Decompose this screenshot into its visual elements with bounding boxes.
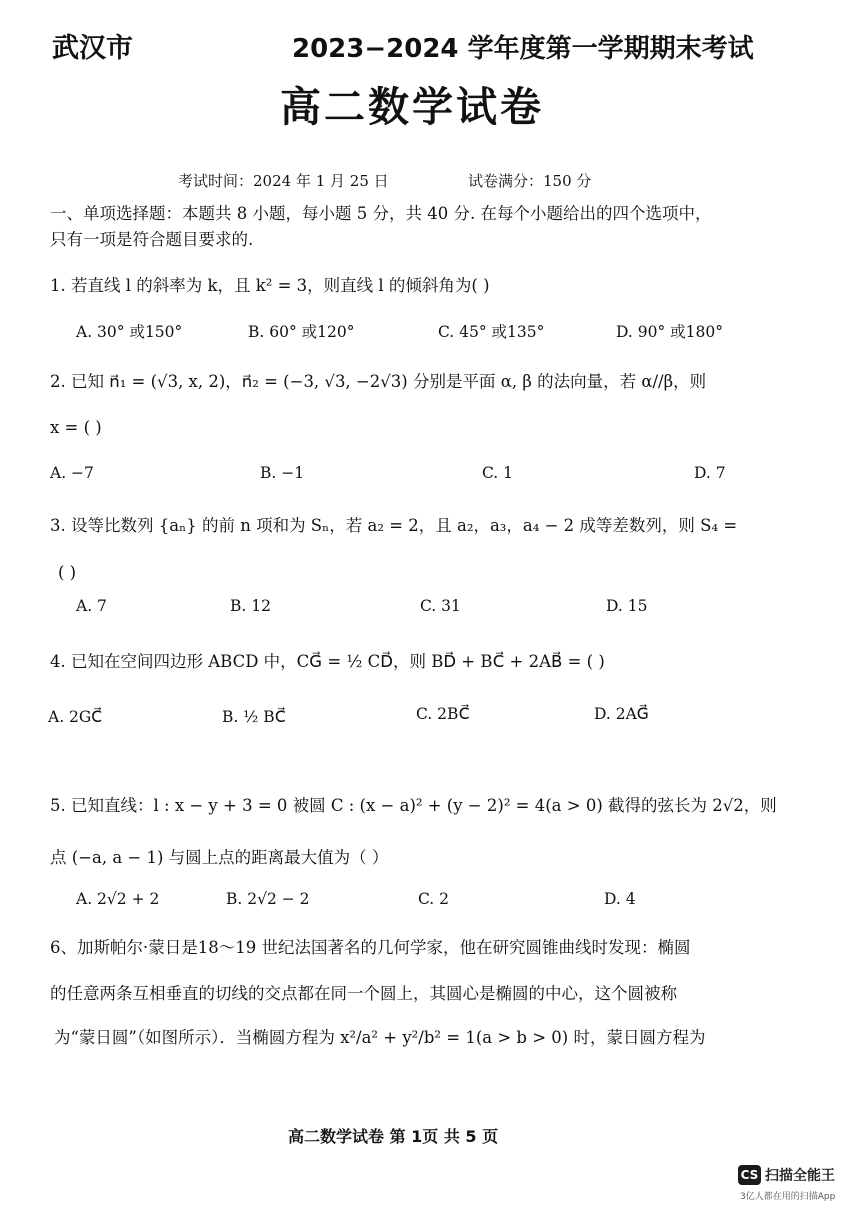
q5-option-a: A. 2√2 + 2 [76,890,160,908]
page-footer: 高二数学试卷 第 1页 共 5 页 [288,1127,499,1146]
q2-option-d: D. 7 [694,464,726,482]
section-instructions: 一、单项选择题：本题共 8 小题，每小题 5 分，共 40 分. 在每个小题给出的四个选项中， [50,204,712,223]
paper-title: 高二数学试卷 [280,83,544,131]
q1-option-d: D. 90° 或180° [616,323,723,341]
q4-option-c: C. 2BC⃗ [416,705,470,723]
question-5-stem: 5. 已知直线：l : x − y + 3 = 0 被圆 C : (x − a)² + (y − 2)² = 4(a > 0) 截得的弦长为 2√2，则 [50,796,777,815]
question-6-stem: 6、加斯帕尔·蒙日是18～19 世纪法国著名的几何学家，他在研究圆锥曲线时发现：椭圆 [50,938,691,957]
q3-option-c: C. 31 [420,597,461,615]
question-2-stem: 2. 已知 n⃗₁ = (√3, x, 2)，n⃗₂ = (−3, √3, −2√3) 分别是平面 α, β 的法向量，若 α//β，则 [50,372,707,391]
q4-option-d: D. 2AG⃗ [594,705,649,723]
question-5-stem-cont: 点 (−a, a − 1) 与圆上点的距离最大值为（ ） [50,848,389,867]
section-instructions-cont: 只有一项是符合题目要求的. [50,230,254,249]
q2-option-a: A. −7 [50,464,94,482]
q2-option-b: B. −1 [260,464,305,482]
question-3-stem: 3. 设等比数列 {aₙ} 的前 n 项和为 Sₙ，若 a₂ = 2，且 a₂，a₃，a₄ − 2 成等差数列，则 S₄ = [50,516,738,535]
q3-option-b: B. 12 [230,597,271,615]
question-3-stem-cont: ( ) [58,563,77,582]
q5-option-b: B. 2√2 − 2 [226,890,310,908]
q1-option-a: A. 30° 或150° [76,323,183,341]
q4-option-a: A. 2GC⃗ [48,708,103,726]
full-score: 试卷满分：150 分 [468,172,592,190]
question-1-stem: 1. 若直线 l 的斜率为 k，且 k² = 3，则直线 l 的倾斜角为( ) [50,276,490,295]
cs-logo-icon: CS [738,1165,761,1185]
scanner-app-name: 扫描全能王 [765,1168,835,1184]
q1-option-c: C. 45° 或135° [438,323,545,341]
exam-time: 考试时间：2024 年 1 月 25 日 [178,172,389,190]
scanner-app-tagline: 3亿人都在用的扫描App [740,1192,836,1202]
question-6-stem-cont: 的任意两条互相垂直的切线的交点都在同一个圆上，其圆心是椭圆的中心，这个圆被称 [50,984,677,1003]
q1-option-b: B. 60° 或120° [248,323,355,341]
q3-option-a: A. 7 [76,597,107,615]
city-name: 武汉市 [52,33,133,64]
exam-name: 2023−2024 学年度第一学期期末考试 [292,34,754,64]
question-6-stem-cont-2: 为“蒙日圆”（如图所示）．当椭圆方程为 x²/a² + y²/b² = 1(a > b > 0) 时，蒙日圆方程为 [54,1028,706,1047]
q3-option-d: D. 15 [606,597,648,615]
q5-option-d: D. 4 [604,890,636,908]
question-4-stem: 4. 已知在空间四边形 ABCD 中，CG⃗ = ½ CD⃗，则 BD⃗ + BC⃗ + 2AB⃗ = ( ) [50,652,605,671]
question-2-stem-cont: x = ( ) [50,418,102,437]
q2-option-c: C. 1 [482,464,514,482]
q5-option-c: C. 2 [418,890,450,908]
scanner-watermark [738,1163,846,1203]
q4-option-b: B. ½ BC⃗ [222,708,286,726]
